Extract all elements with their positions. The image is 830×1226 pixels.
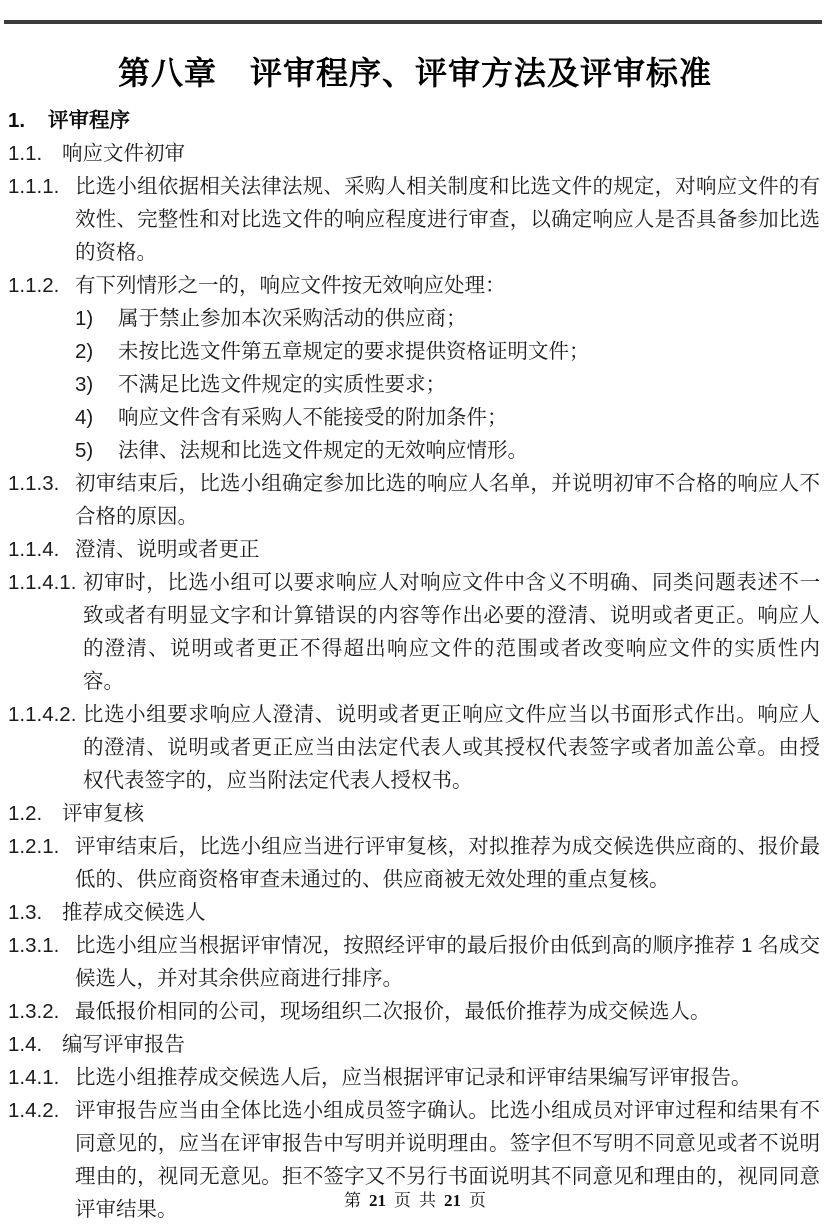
header-rule xyxy=(4,20,822,24)
item-text: 比选小组依据相关法律法规、采购人相关制度和比选文件的规定，对响应文件的有效性、完整性和对比选文件的响应程度进行审查，以确定响应人是否具备参加比选的资格。 xyxy=(75,175,820,264)
item-number: 1.2.1. xyxy=(8,835,60,858)
item-text: 比选小组推荐成交候选人后，应当根据评审记录和评审结果编写评审报告。 xyxy=(75,1066,752,1089)
item-number: 1.1.2. xyxy=(8,274,60,297)
item-text: 最低报价相同的公司，现场组织二次报价，最低价推荐为成交候选人。 xyxy=(75,1000,711,1023)
chapter-title: 第八章 评审程序、评审方法及评审标准 xyxy=(117,55,712,91)
item-text: 比选小组应当根据评审情况，按照经评审的最后报价由低到高的顺序推荐 1 名成交候选人，并对其余供应商进行排序。 xyxy=(75,934,820,990)
item-number: 1.3.2. xyxy=(8,1000,60,1023)
item-number: 1.3. xyxy=(8,901,43,924)
section-item xyxy=(75,335,820,368)
item-text: 推荐成交候选人 xyxy=(62,901,206,924)
section-item xyxy=(8,104,820,137)
section-item xyxy=(8,698,820,797)
item-text: 评审结束后，比选小组应当进行评审复核，对拟推荐为成交候选供应商的、报价最低的、供应商资格审查未通过的、供应商被无效处理的重点复核。 xyxy=(75,835,820,891)
item-text: 编写评审报告 xyxy=(62,1033,185,1056)
section-item xyxy=(75,434,820,467)
footer-label: 页 xyxy=(469,1191,486,1210)
item-text: 初审时，比选小组可以要求响应人对响应文件中含义不明确、同类问题表述不一致或者有明显文字和计算错误的内容等作出必要的澄清、说明或者更正。响应人的澄清、说明或者更正不得超出响应文件的范围或者改变响应文件的实质性内容。 xyxy=(83,571,820,693)
section-item xyxy=(8,137,820,170)
section-item xyxy=(8,896,820,929)
item-number: 1.2. xyxy=(8,802,43,825)
item-number: 1.1. xyxy=(8,142,43,165)
section-item xyxy=(75,368,820,401)
section-item xyxy=(8,533,820,566)
item-number: 1) xyxy=(75,307,94,330)
section-item xyxy=(8,929,820,995)
item-number: 1.3.1. xyxy=(8,934,60,957)
item-text: 响应文件含有采购人不能接受的附加条件； xyxy=(118,406,508,429)
section-item xyxy=(75,401,820,434)
item-number: 5) xyxy=(75,439,94,462)
item-number: 1.1.4. xyxy=(8,538,60,561)
footer-page-number: 21 xyxy=(444,1191,461,1210)
item-text: 法律、法规和比选文件规定的无效响应情形。 xyxy=(118,439,528,462)
section-item xyxy=(8,170,820,269)
footer-label: 第 xyxy=(344,1191,361,1210)
item-number: 1.4.2. xyxy=(8,1099,60,1122)
section-item xyxy=(8,797,820,830)
section-item xyxy=(8,995,820,1028)
item-number: 2) xyxy=(75,340,94,363)
footer-label: 共 xyxy=(419,1191,436,1210)
section-item xyxy=(8,467,820,533)
item-text: 属于禁止参加本次采购活动的供应商； xyxy=(118,307,467,330)
item-number: 3) xyxy=(75,373,94,396)
item-number: 4) xyxy=(75,406,94,429)
footer-label: 页 xyxy=(394,1191,411,1210)
item-number: 1. xyxy=(8,109,26,132)
item-text: 澄清、说明或者更正 xyxy=(75,538,260,561)
item-number: 1.4.1. xyxy=(8,1066,60,1089)
item-text: 响应文件初审 xyxy=(62,142,185,165)
item-number: 1.1.4.1. xyxy=(8,571,77,594)
item-text: 不满足比选文件规定的实质性要求； xyxy=(118,373,446,396)
item-text: 评审程序 xyxy=(48,109,130,132)
item-number: 1.1.4.2. xyxy=(8,703,77,726)
item-number: 1.1.1. xyxy=(8,175,60,198)
item-text: 未按比选文件第五章规定的要求提供资格证明文件； xyxy=(118,340,590,363)
section-item xyxy=(8,566,820,698)
section-item xyxy=(8,269,820,302)
item-text: 初审结束后，比选小组确定参加比选的响应人名单，并说明初审不合格的响应人不合格的原因。 xyxy=(75,472,820,528)
item-text: 评审报告应当由全体比选小组成员签字确认。比选小组成员对评审过程和结果有不同意见的，应当在评审报告中写明并说明理由。签字但不写明不同意见或者不说明理由的，视同无意见。拒不签字又不另行书面说明其不同意见和理由的，视同同意评审结果。 xyxy=(75,1099,820,1221)
footer-page-number: 21 xyxy=(369,1191,386,1210)
item-number: 1.4. xyxy=(8,1033,43,1056)
section-item xyxy=(8,830,820,896)
section-list xyxy=(0,104,830,1226)
item-text: 评审复核 xyxy=(62,802,144,825)
item-number: 1.1.3. xyxy=(8,472,60,495)
item-text: 比选小组要求响应人澄清、说明或者更正响应文件应当以书面形式作出。响应人的澄清、说明或者更正应当由法定代表人或其授权代表签字或者加盖公章。由授权代表签字的，应当附法定代表人授权书。 xyxy=(83,703,820,792)
section-item xyxy=(8,1061,820,1094)
page-footer xyxy=(0,1186,830,1211)
item-text: 有下列情形之一的，响应文件按无效响应处理： xyxy=(75,274,506,297)
section-item xyxy=(75,302,820,335)
section-item xyxy=(8,1028,820,1061)
